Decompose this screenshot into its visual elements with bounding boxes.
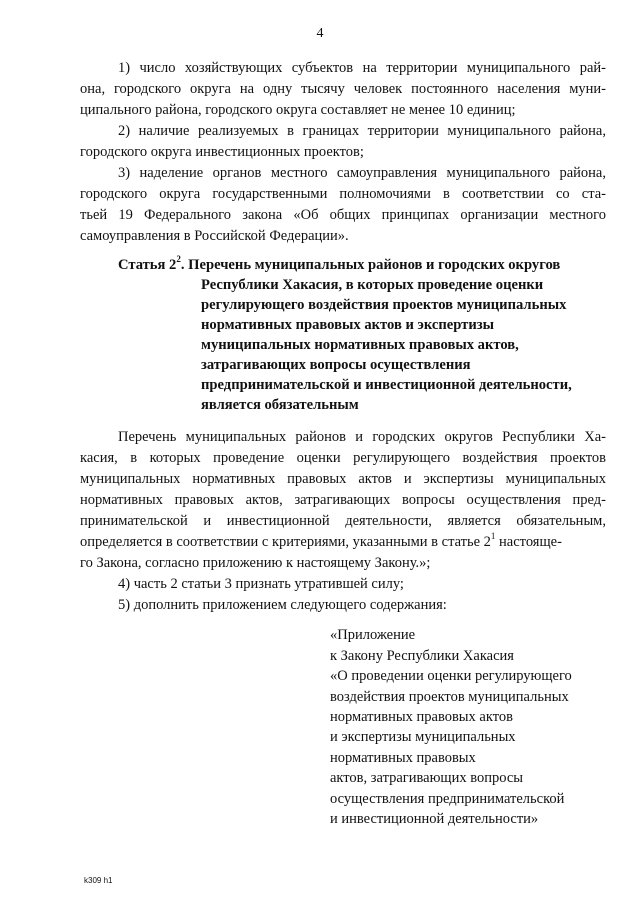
body-line5: принимательской и инвестиционной деятельности, является обязательным, <box>80 513 606 529</box>
appendix-line: осуществления предпринимательской <box>330 791 565 807</box>
appendix-line: и экспертизы муниципальных <box>330 729 516 745</box>
item3-line2: городского округа государственными полномочиями в соответствии со ста- <box>80 186 606 202</box>
body-line4: нормативных правовых актов, затрагивающих вопросы осуществления пред- <box>80 492 606 508</box>
article-heading <box>118 255 560 275</box>
item2-line2: городского округа инвестиционных проектов; <box>80 144 364 160</box>
body-superscript: 1 <box>490 531 496 542</box>
article-title-line: нормативных правовых актов и экспертизы <box>201 317 494 333</box>
article-superscript: 2 <box>176 254 181 265</box>
appendix-line: «Приложение <box>330 627 416 643</box>
article-title-line: предпринимательской и инвестиционной деятельности, <box>201 377 572 393</box>
item3-line4: самоуправления в Российской Федерации». <box>80 228 349 244</box>
article-title-first: . Перечень муниципальных районов и городских округов <box>180 257 561 273</box>
article-title-line: является обязательным <box>201 397 359 413</box>
body-line6-after: настояще- <box>495 534 562 550</box>
appendix-line: к Закону Республики Хакасия <box>330 648 514 664</box>
body-line3: муниципальных нормативных правовых актов и экспертизы муниципальных <box>80 471 606 487</box>
item3-line1: 3) наделение органов местного самоуправления муниципального района, <box>118 165 606 181</box>
body-line6 <box>80 532 606 552</box>
article-title-line: регулирующего воздействия проектов муниципальных <box>201 297 567 313</box>
page-number: 4 <box>316 26 324 41</box>
appendix-line: воздействия проектов муниципальных <box>330 689 569 705</box>
item1-line3: ципального района, городского округа составляет не менее 10 единиц; <box>80 102 516 118</box>
article-prefix: Статья 2 <box>118 257 177 273</box>
item2-line1: 2) наличие реализуемых в границах территории муниципального района, <box>118 123 606 139</box>
article-title-line: затрагивающих вопросы осуществления <box>201 357 471 373</box>
item5: 5) дополнить приложением следующего содержания: <box>118 597 447 613</box>
appendix-line: нормативных правовых <box>330 750 476 766</box>
appendix-line: и инвестиционной деятельности» <box>330 811 539 827</box>
footer-code: k309 h1 <box>84 876 113 885</box>
item3-line3: тьей 19 Федерального закона «Об общих принципах организации местного <box>80 207 606 223</box>
item4: 4) часть 2 статьи 3 признать утратившей силу; <box>118 576 404 592</box>
body-line7: го Закона, согласно приложению к настоящему Закону.»; <box>80 555 431 571</box>
body-line1: Перечень муниципальных районов и городских округов Республики Ха- <box>118 429 606 445</box>
body-line2: касия, в которых проведение оценки регулирующего воздействия проектов <box>80 450 606 466</box>
appendix-line: актов, затрагивающих вопросы <box>330 770 523 786</box>
item1-line2: она, городского округа на одну тысячу человек постоянного населения муни- <box>80 81 606 97</box>
body-line6-before: определяется в соответствии с критериями, указанными в статье 2 <box>80 534 491 550</box>
article-title-line: Республики Хакасия, в которых проведение оценки <box>201 277 544 293</box>
appendix-line: «О проведении оценки регулирующего <box>330 668 572 684</box>
item1-line1: 1) число хозяйствующих субъектов на территории муниципального рай- <box>118 60 606 76</box>
article-title-line: муниципальных нормативных правовых актов, <box>201 337 519 353</box>
appendix-line: нормативных правовых актов <box>330 709 513 725</box>
